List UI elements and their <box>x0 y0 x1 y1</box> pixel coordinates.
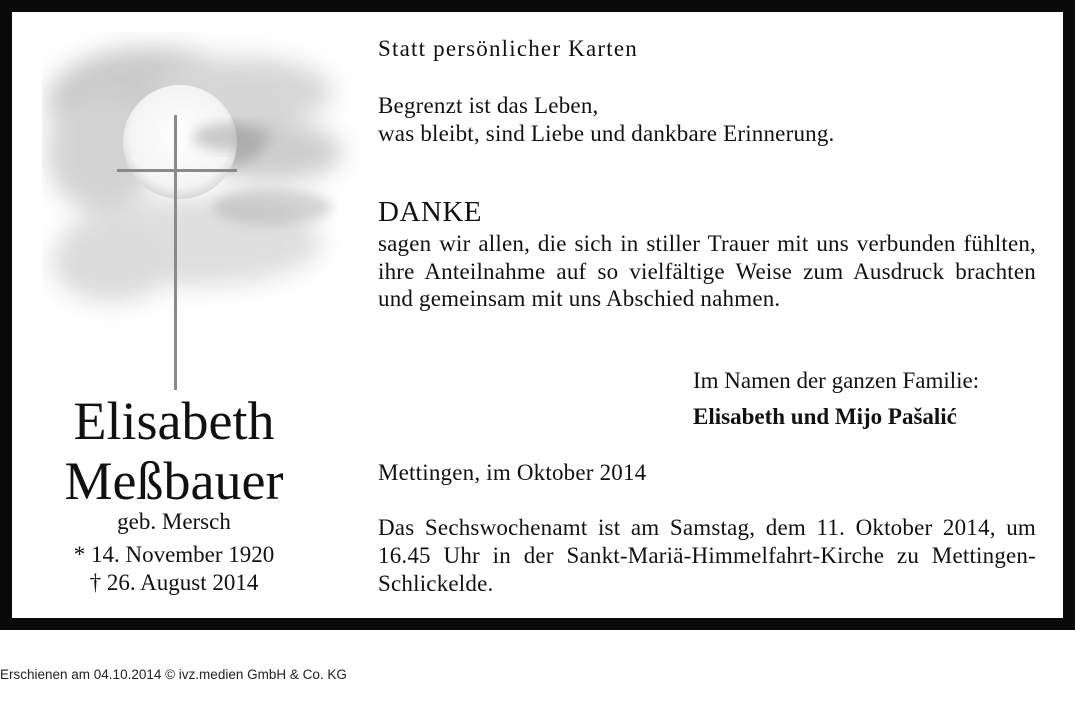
deceased-last-name: Meßbauer <box>64 451 284 511</box>
quote-line-2: was bleibt, sind Liebe und dankbare Erinnerung. <box>378 121 835 146</box>
place-date: Mettingen, im Oktober 2014 <box>378 460 647 485</box>
quote <box>378 92 1036 148</box>
obituary-content <box>12 12 1063 618</box>
deceased-death-date: † 26. August 2014 <box>89 570 259 595</box>
intro-line: Statt persönlicher Karten <box>378 36 638 61</box>
service-announcement: Das Sechswochenamt ist am Samstag, dem 11. Oktober 2014, um 16.45 Uhr in der Sankt-Mariä-Himmelfahrt-Kirche zu Mettingen-Schlickelde. <box>378 515 1036 596</box>
quote-line-1: Begrenzt ist das Leben, <box>378 93 599 118</box>
danke-heading: DANKE <box>378 196 482 228</box>
deceased-first-name: Elisabeth <box>73 391 275 451</box>
deceased-maiden-name: geb. Mersch <box>117 509 231 534</box>
thanks-paragraph: sagen wir allen, die sich in stiller Trauer mit uns verbunden fühlten, ihre Anteilnahme auf so vielfältige Weise zum Ausdruck brachten und gemeinsam mit uns Abschied nahmen. <box>378 231 1036 311</box>
deceased-birth-date: * 14. November 1920 <box>73 542 275 567</box>
publication-credit: Erschienen am 04.10.2014 © ivz.medien GmbH & Co. KG <box>0 667 347 682</box>
family-names: Elisabeth und Mijo Pašalić <box>693 404 957 429</box>
cross-with-moon-clouds-icon <box>42 32 382 402</box>
family-label: Im Namen der ganzen Familie: <box>693 368 980 393</box>
